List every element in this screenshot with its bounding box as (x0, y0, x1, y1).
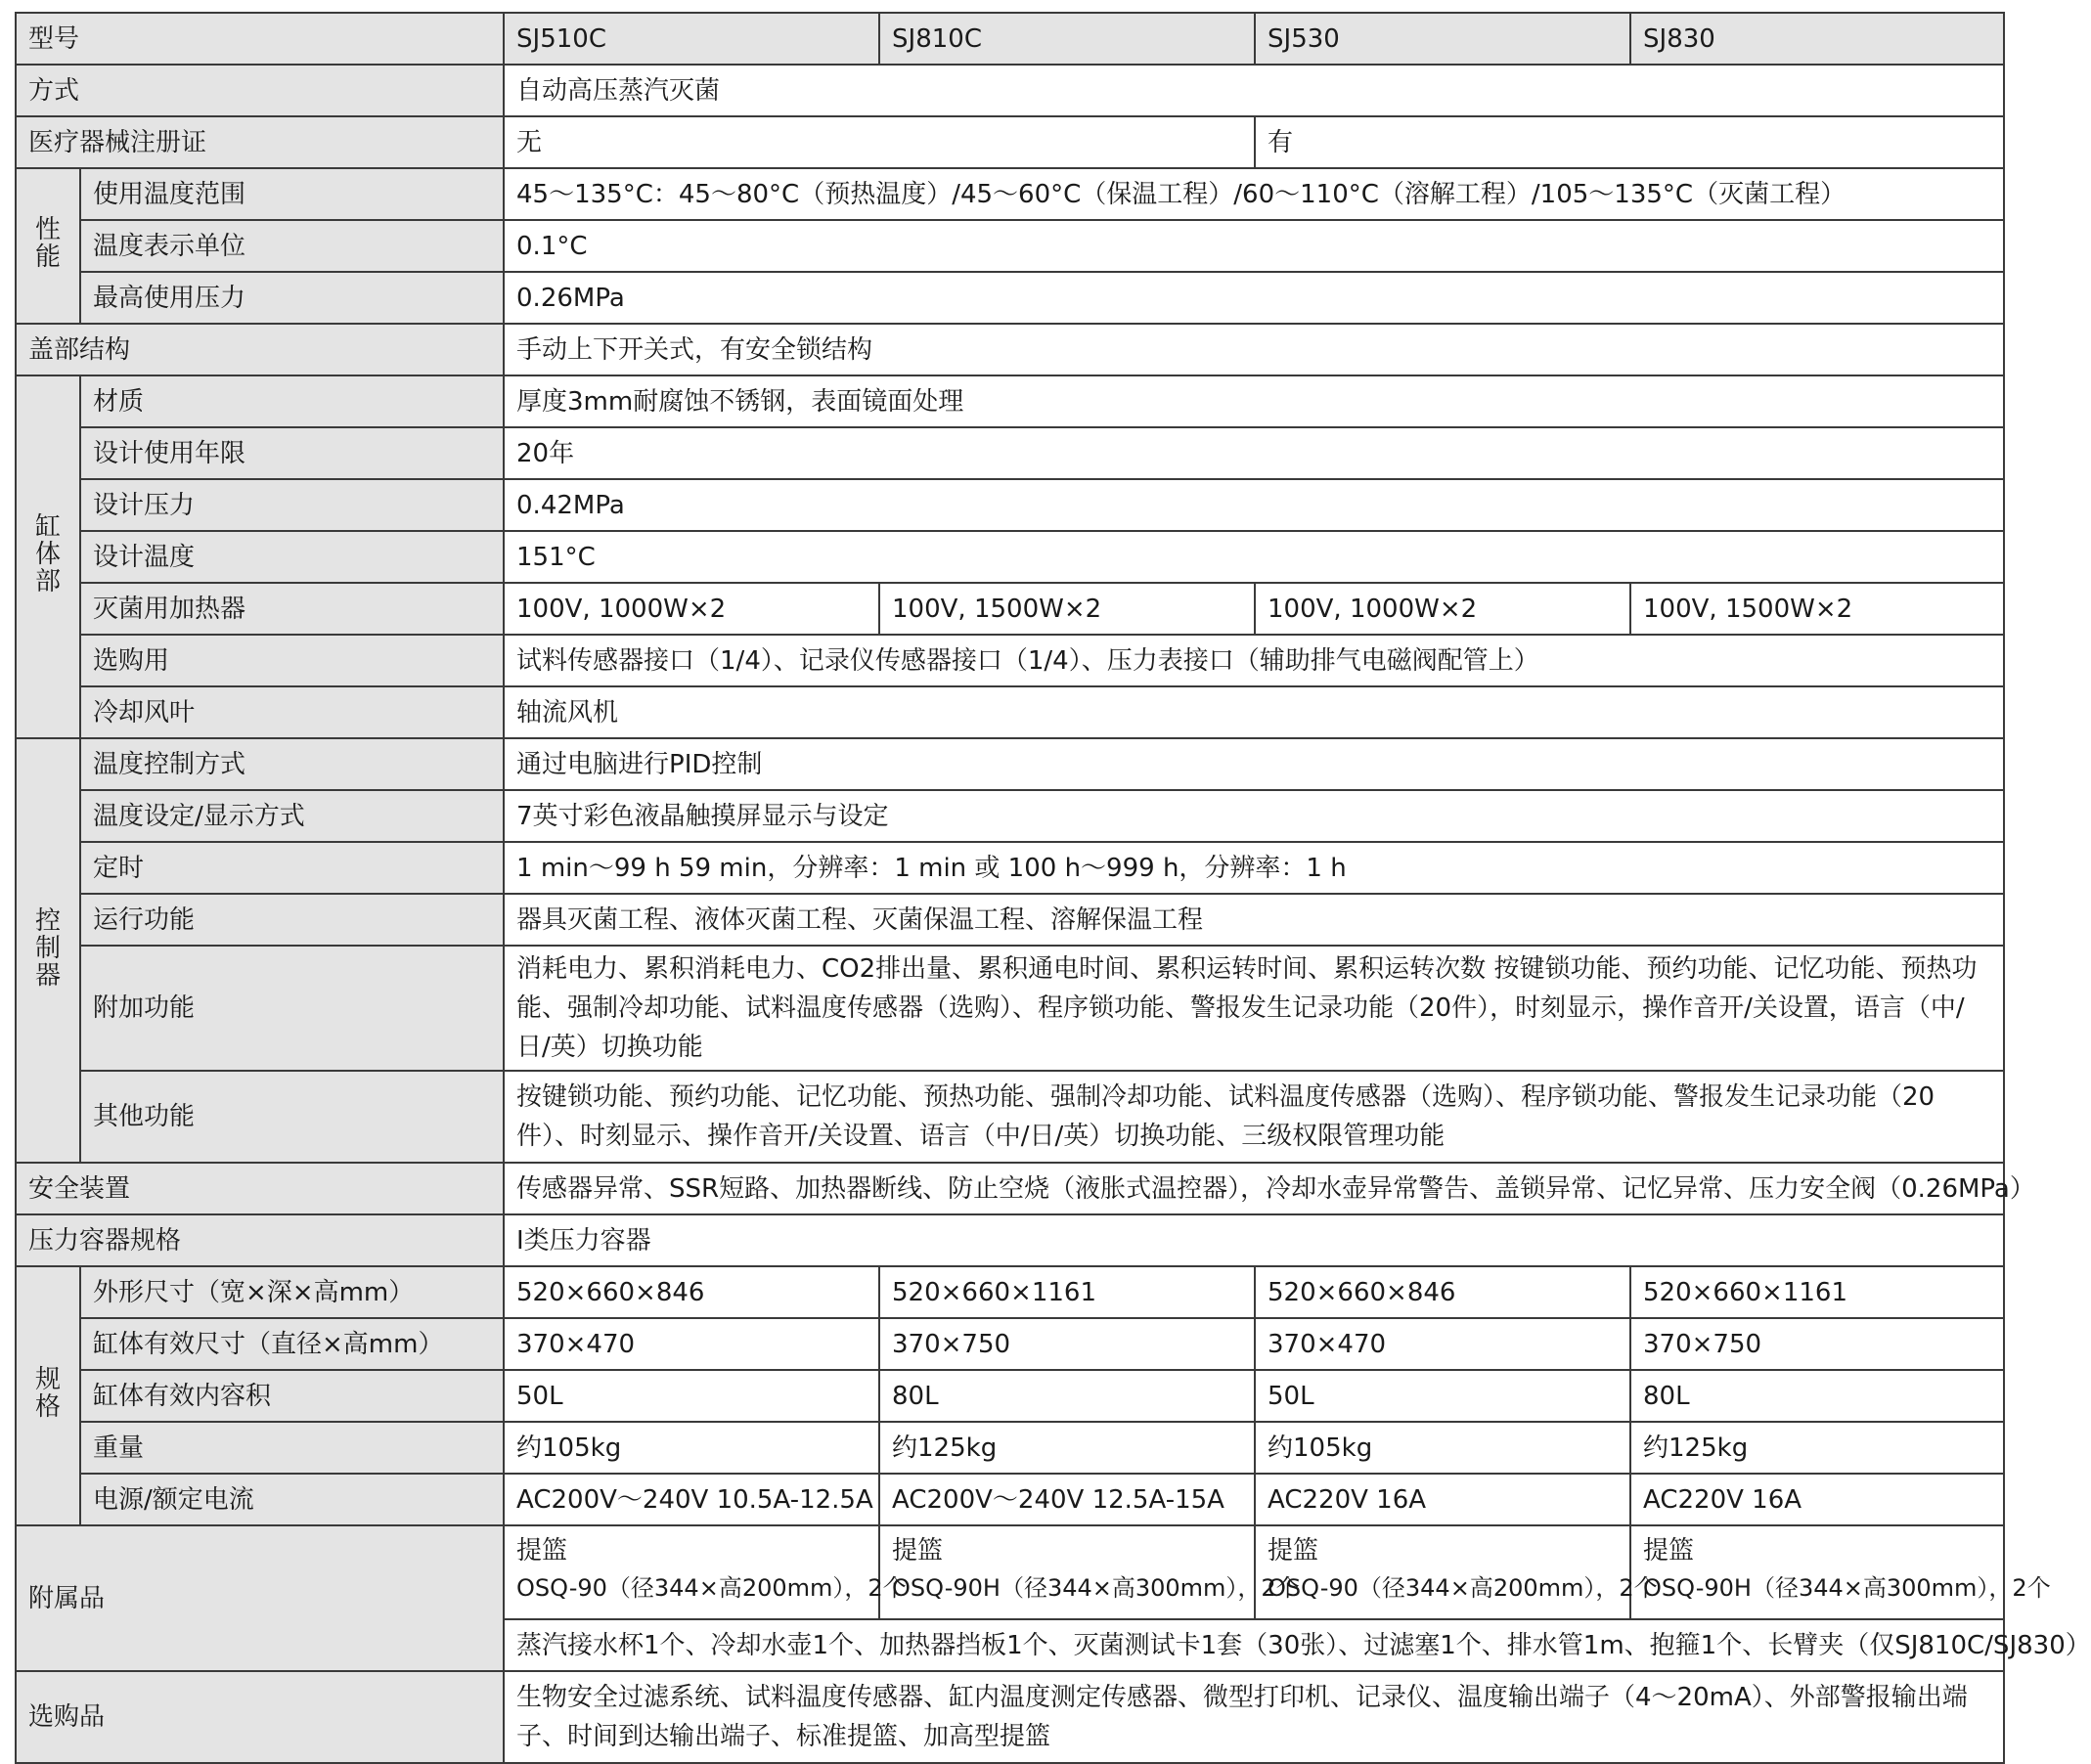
spec-table (15, 12, 2091, 1764)
method-value: 自动高压蒸汽灭菌 (504, 65, 2004, 116)
body-group-label: 缸体部 (16, 375, 80, 738)
vessel-value: Ⅰ类压力容器 (504, 1214, 2004, 1266)
design-temp-label: 设计温度 (80, 531, 504, 583)
weight-value: 约125kg (879, 1422, 1255, 1474)
other-function-row (16, 1071, 2004, 1163)
fan-label: 冷却风叶 (80, 686, 504, 738)
power-label: 电源/额定电流 (80, 1474, 504, 1525)
outer-size-row (16, 1266, 2004, 1318)
heater-label: 灭菌用加热器 (80, 583, 504, 635)
basket-item: OSQ-90（径344×高200mm），2个 (1268, 1574, 1658, 1602)
weight-label: 重量 (80, 1422, 504, 1474)
weight-value: 约105kg (1255, 1422, 1630, 1474)
accessories-common-value: 蒸汽接水杯1个、冷却水壶1个、加热器挡板1个、灭菌测试卡1套（30张）、过滤塞1个、排水管1m、抱箍1个、长臂夹（仅SJ810C/SJ830） (504, 1619, 2004, 1671)
options-label: 选购品 (16, 1671, 504, 1763)
registration-no: 无 (504, 116, 1255, 168)
design-pressure-row (16, 479, 2004, 531)
temp-range-label: 使用温度范围 (80, 168, 504, 220)
basket-item: OSQ-90H（径344×高300mm），2个 (892, 1574, 1300, 1602)
material-value: 厚度3mm耐腐蚀不锈钢，表面镜面处理 (504, 375, 2004, 427)
basket-cell (504, 1525, 907, 1619)
method-label: 方式 (16, 65, 504, 116)
temp-control-label: 温度控制方式 (80, 738, 504, 790)
material-label: 材质 (80, 375, 504, 427)
extra-function-label: 附加功能 (80, 946, 504, 1071)
fan-value: 轴流风机 (504, 686, 2004, 738)
temp-control-value: 通过电脑进行PID控制 (504, 738, 2004, 790)
material-row (16, 375, 2004, 427)
power-value: AC220V 16A (1255, 1474, 1630, 1525)
basket-cell (879, 1525, 1300, 1619)
model-sj510c: SJ510C (504, 13, 879, 65)
basket-title: 提篮 (892, 1536, 944, 1566)
model-sj830: SJ830 (1630, 13, 2004, 65)
accessories-label: 附属品 (16, 1525, 504, 1671)
run-function-value: 器具灭菌工程、液体灭菌工程、灭菌保温工程、溶解保温工程 (504, 894, 2004, 946)
basket-title: 提篮 (1268, 1536, 1319, 1566)
display-value: 7英寸彩色液晶触摸屏显示与设定 (504, 790, 2004, 842)
volume-value: 80L (1630, 1370, 2004, 1422)
model-label: 型号 (16, 13, 504, 65)
volume-value: 80L (879, 1370, 1255, 1422)
power-row (16, 1474, 2004, 1525)
performance-group-label: 性能 (16, 168, 80, 324)
max-pressure-value: 0.26MPa (504, 272, 2004, 324)
outer-size-value: 520×660×1161 (879, 1266, 1255, 1318)
basket-item: OSQ-90H（径344×高300mm），2个 (1643, 1574, 2051, 1602)
method-row (16, 65, 2004, 116)
spec-group-label: 规格 (16, 1266, 80, 1525)
life-label: 设计使用年限 (80, 427, 504, 479)
header-row (16, 13, 2004, 65)
power-value: AC200V～240V 10.5A-12.5A (504, 1474, 879, 1525)
design-temp-row (16, 531, 2004, 583)
timer-label: 定时 (80, 842, 504, 894)
inner-size-value: 370×470 (1255, 1318, 1630, 1370)
model-sj810c: SJ810C (879, 13, 1255, 65)
temp-range-row (16, 168, 2004, 220)
inner-size-value: 370×750 (879, 1318, 1255, 1370)
safety-value: 传感器异常、SSR短路、加热器断线、防止空烧（液胀式温控器），冷却水壶异常警告、盖锁异常、记忆异常、压力安全阀（0.26MPa） (504, 1163, 2004, 1214)
lid-row (16, 324, 2004, 375)
temp-unit-label: 温度表示单位 (80, 220, 504, 272)
heater-value: 100V, 1000W×2 (504, 583, 879, 635)
lid-label: 盖部结构 (16, 324, 504, 375)
weight-value: 约105kg (504, 1422, 879, 1474)
vessel-row (16, 1214, 2004, 1266)
optional-port-row (16, 635, 2004, 686)
weight-value: 约125kg (1630, 1422, 2004, 1474)
basket-cell (1630, 1525, 2051, 1619)
inner-size-value: 370×470 (504, 1318, 879, 1370)
life-value: 20年 (504, 427, 2004, 479)
outer-size-value: 520×660×846 (1255, 1266, 1630, 1318)
accessories-basket-row (16, 1525, 2004, 1619)
display-row (16, 790, 2004, 842)
heater-value: 100V, 1000W×2 (1255, 583, 1630, 635)
vessel-label: 压力容器规格 (16, 1214, 504, 1266)
design-pressure-label: 设计压力 (80, 479, 504, 531)
design-temp-value: 151°C (504, 531, 2004, 583)
run-function-row (16, 894, 2004, 946)
model-sj530: SJ530 (1255, 13, 1630, 65)
outer-size-label: 外形尺寸（宽×深×高mm） (80, 1266, 504, 1318)
inner-size-row (16, 1318, 2004, 1370)
optional-port-label: 选购用 (80, 635, 504, 686)
registration-yes: 有 (1255, 116, 2004, 168)
display-label: 温度设定/显示方式 (80, 790, 504, 842)
optional-port-value: 试料传感器接口（1/4）、记录仪传感器接口（1/4）、压力表接口（辅助排气电磁阀配管上） (504, 635, 2004, 686)
temp-unit-row (16, 220, 2004, 272)
basket-cell (1255, 1525, 1658, 1619)
outer-size-value: 520×660×846 (504, 1266, 879, 1318)
temp-range-value: 45～135°C：45～80°C（预热温度）/45～60°C（保温工程）/60～110°C（溶解工程）/105～135°C（灭菌工程） (504, 168, 2004, 220)
max-pressure-label: 最高使用压力 (80, 272, 504, 324)
temp-unit-value: 0.1°C (504, 220, 2004, 272)
heater-value: 100V, 1500W×2 (1630, 583, 2004, 635)
timer-value: 1 min～99 h 59 min，分辨率：1 min 或 100 h～999 h，分辨率：1 h (504, 842, 2004, 894)
timer-row (16, 842, 2004, 894)
power-value: AC220V 16A (1630, 1474, 2004, 1525)
design-pressure-value: 0.42MPa (504, 479, 2004, 531)
heater-value: 100V, 1500W×2 (879, 583, 1255, 635)
weight-row (16, 1422, 2004, 1474)
volume-value: 50L (504, 1370, 879, 1422)
inner-size-label: 缸体有效尺寸（直径×高mm） (80, 1318, 504, 1370)
volume-value: 50L (1255, 1370, 1630, 1422)
inner-size-value: 370×750 (1630, 1318, 2004, 1370)
extra-function-value: 消耗电力、累积消耗电力、CO2排出量、累积通电时间、累积运转时间、累积运转次数 按键锁功能、预约功能、记忆功能、预热功能、强制冷却功能、试料温度传感器（选购）、程序锁功能、警报发生记录功能（20件），时刻显示，操作音开/关设置，语言（中/日/英）切换功能 (504, 946, 2004, 1071)
registration-row (16, 116, 2004, 168)
fan-row (16, 686, 2004, 738)
volume-label: 缸体有效内容积 (80, 1370, 504, 1422)
options-row (16, 1671, 2004, 1763)
power-value: AC200V～240V 12.5A-15A (879, 1474, 1255, 1525)
max-pressure-row (16, 272, 2004, 324)
heater-row (16, 583, 2004, 635)
run-function-label: 运行功能 (80, 894, 504, 946)
safety-label: 安全装置 (16, 1163, 504, 1214)
registration-label: 医疗器械注册证 (16, 116, 504, 168)
other-function-label: 其他功能 (80, 1071, 504, 1163)
extra-function-row (16, 946, 2004, 1071)
basket-title: 提篮 (516, 1536, 568, 1566)
temp-control-row (16, 738, 2004, 790)
basket-item: OSQ-90（径344×高200mm），2个 (516, 1574, 907, 1602)
options-value: 生物安全过滤系统、试料温度传感器、缸内温度测定传感器、微型打印机、记录仪、温度输出端子（4～20mA）、外部警报输出端子、时间到达输出端子、标准提篮、加高型提篮 (504, 1671, 2004, 1763)
volume-row (16, 1370, 2004, 1422)
lid-value: 手动上下开关式，有安全锁结构 (504, 324, 2004, 375)
controller-group-label: 控制器 (16, 738, 80, 1163)
outer-size-value: 520×660×1161 (1630, 1266, 2004, 1318)
basket-title: 提篮 (1643, 1536, 1695, 1566)
life-row (16, 427, 2004, 479)
other-function-value: 按键锁功能、预约功能、记忆功能、预热功能、强制冷却功能、试料温度传感器（选购）、程序锁功能、警报发生记录功能（20件）、时刻显示、操作音开/关设置、语言（中/日/英）切换功能、三级权限管理功能 (504, 1071, 2004, 1163)
safety-row (16, 1163, 2004, 1214)
